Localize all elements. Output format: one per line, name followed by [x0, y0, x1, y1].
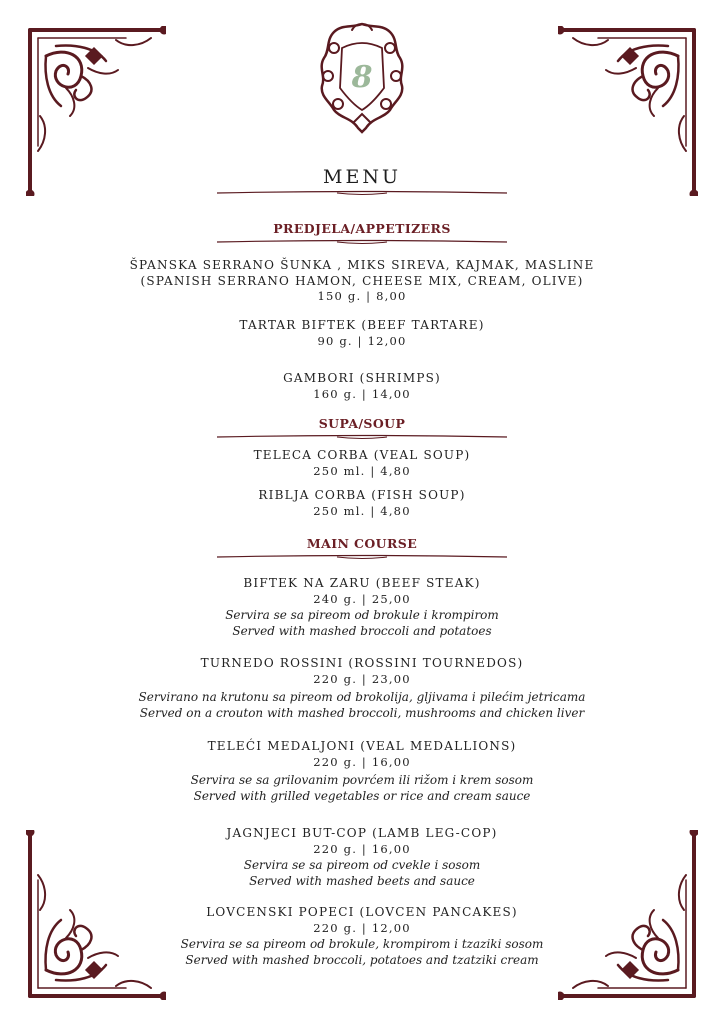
item-price: 160 g. | 14,00: [313, 386, 411, 401]
section-divider: [0, 552, 724, 562]
item-price: 220 g. | 16,00: [313, 841, 411, 856]
menu-item: [0, 448, 724, 479]
item-price: 220 g. | 16,00: [313, 754, 411, 769]
item-description: Servira se sa pireom od cvekle i sosom: [243, 858, 481, 872]
item-description-translation: Served with mashed broccoli, potatoes and tzatziki cream: [185, 953, 539, 967]
item-description-translation: Served with mashed broccoli and potatoes: [232, 624, 492, 638]
item-price: 220 g. | 12,00: [313, 920, 411, 935]
section-title-appetizers: PREDJELA/APPETIZERS: [273, 221, 451, 236]
item-price: 220 g. | 23,00: [313, 671, 411, 686]
item-description-translation: Served on a crouton with mashed broccoli, mushrooms and chicken liver: [139, 706, 585, 720]
item-name: LOVCENSKI POPECI (LOVCEN PANCAKES): [206, 905, 518, 919]
section-divider: [0, 432, 724, 442]
item-price: 150 g. | 8,00: [317, 289, 407, 303]
item-description: Servirano na krutonu sa pireom od brokolija, gljivama i pilećim jetricama: [138, 690, 586, 704]
item-name: JAGNJECI BUT-COP (LAMB LEG-COP): [226, 826, 498, 840]
menu-item: [0, 318, 724, 349]
item-name: BIFTEK NA ZARU (BEEF STEAK): [243, 576, 481, 590]
section-title-soup: SUPA/SOUP: [318, 416, 406, 431]
item-name: GAMBORI (SHRIMPS): [283, 371, 441, 385]
item-price: 90 g. | 12,00: [317, 333, 407, 348]
menu-item: [0, 371, 724, 402]
menu-item: [0, 905, 724, 968]
crest-number: 8: [351, 60, 373, 95]
menu-item: [0, 826, 724, 889]
item-name: TARTAR BIFTEK (BEEF TARTARE): [239, 318, 485, 332]
item-description-translation: Served with grilled vegetables or rice and cream sauce: [193, 789, 531, 803]
item-price: 250 ml. | 4,80: [313, 463, 411, 478]
item-description: Servira se sa pireom od brokule i krompirom: [225, 608, 499, 622]
item-name: TELEĆI MEDALJONI (VEAL MEDALLIONS): [207, 739, 517, 753]
menu-title: MENU: [323, 166, 401, 188]
item-price: 250 ml. | 4,80: [313, 503, 411, 518]
menu-item: [0, 488, 724, 519]
section-title-main-course: MAIN COURSE: [306, 536, 418, 551]
item-description: Servira se sa grilovanim povrćem ili rižom i krem sosom: [190, 773, 534, 787]
item-price: 240 g. | 25,00: [313, 591, 411, 606]
crest-logo: [312, 18, 412, 136]
menu-item: [0, 739, 724, 804]
item-name: TURNEDO ROSSINI (ROSSINI TOURNEDOS): [200, 656, 524, 670]
menu-item: [0, 576, 724, 639]
item-name: RIBLJA CORBA (FISH SOUP): [258, 488, 466, 502]
section-divider: [0, 237, 724, 247]
item-name-translation: (SPANISH SERRANO HAMON, CHEESE MIX, CREAM, OLIVE): [140, 273, 584, 288]
item-name: ŠPANSKA SERRANO ŠUNKA , MIKS SIREVA, KAJMAK, MASLINE: [129, 258, 595, 272]
item-name: TELECA CORBA (VEAL SOUP): [253, 448, 471, 462]
menu-item: [0, 656, 724, 721]
title-divider: [0, 188, 724, 198]
item-description-translation: Served with mashed beets and sauce: [249, 874, 475, 888]
item-description: Servira se sa pireom od brokule, krompirom i tzaziki sosom: [180, 937, 544, 951]
menu-item: [0, 258, 724, 305]
